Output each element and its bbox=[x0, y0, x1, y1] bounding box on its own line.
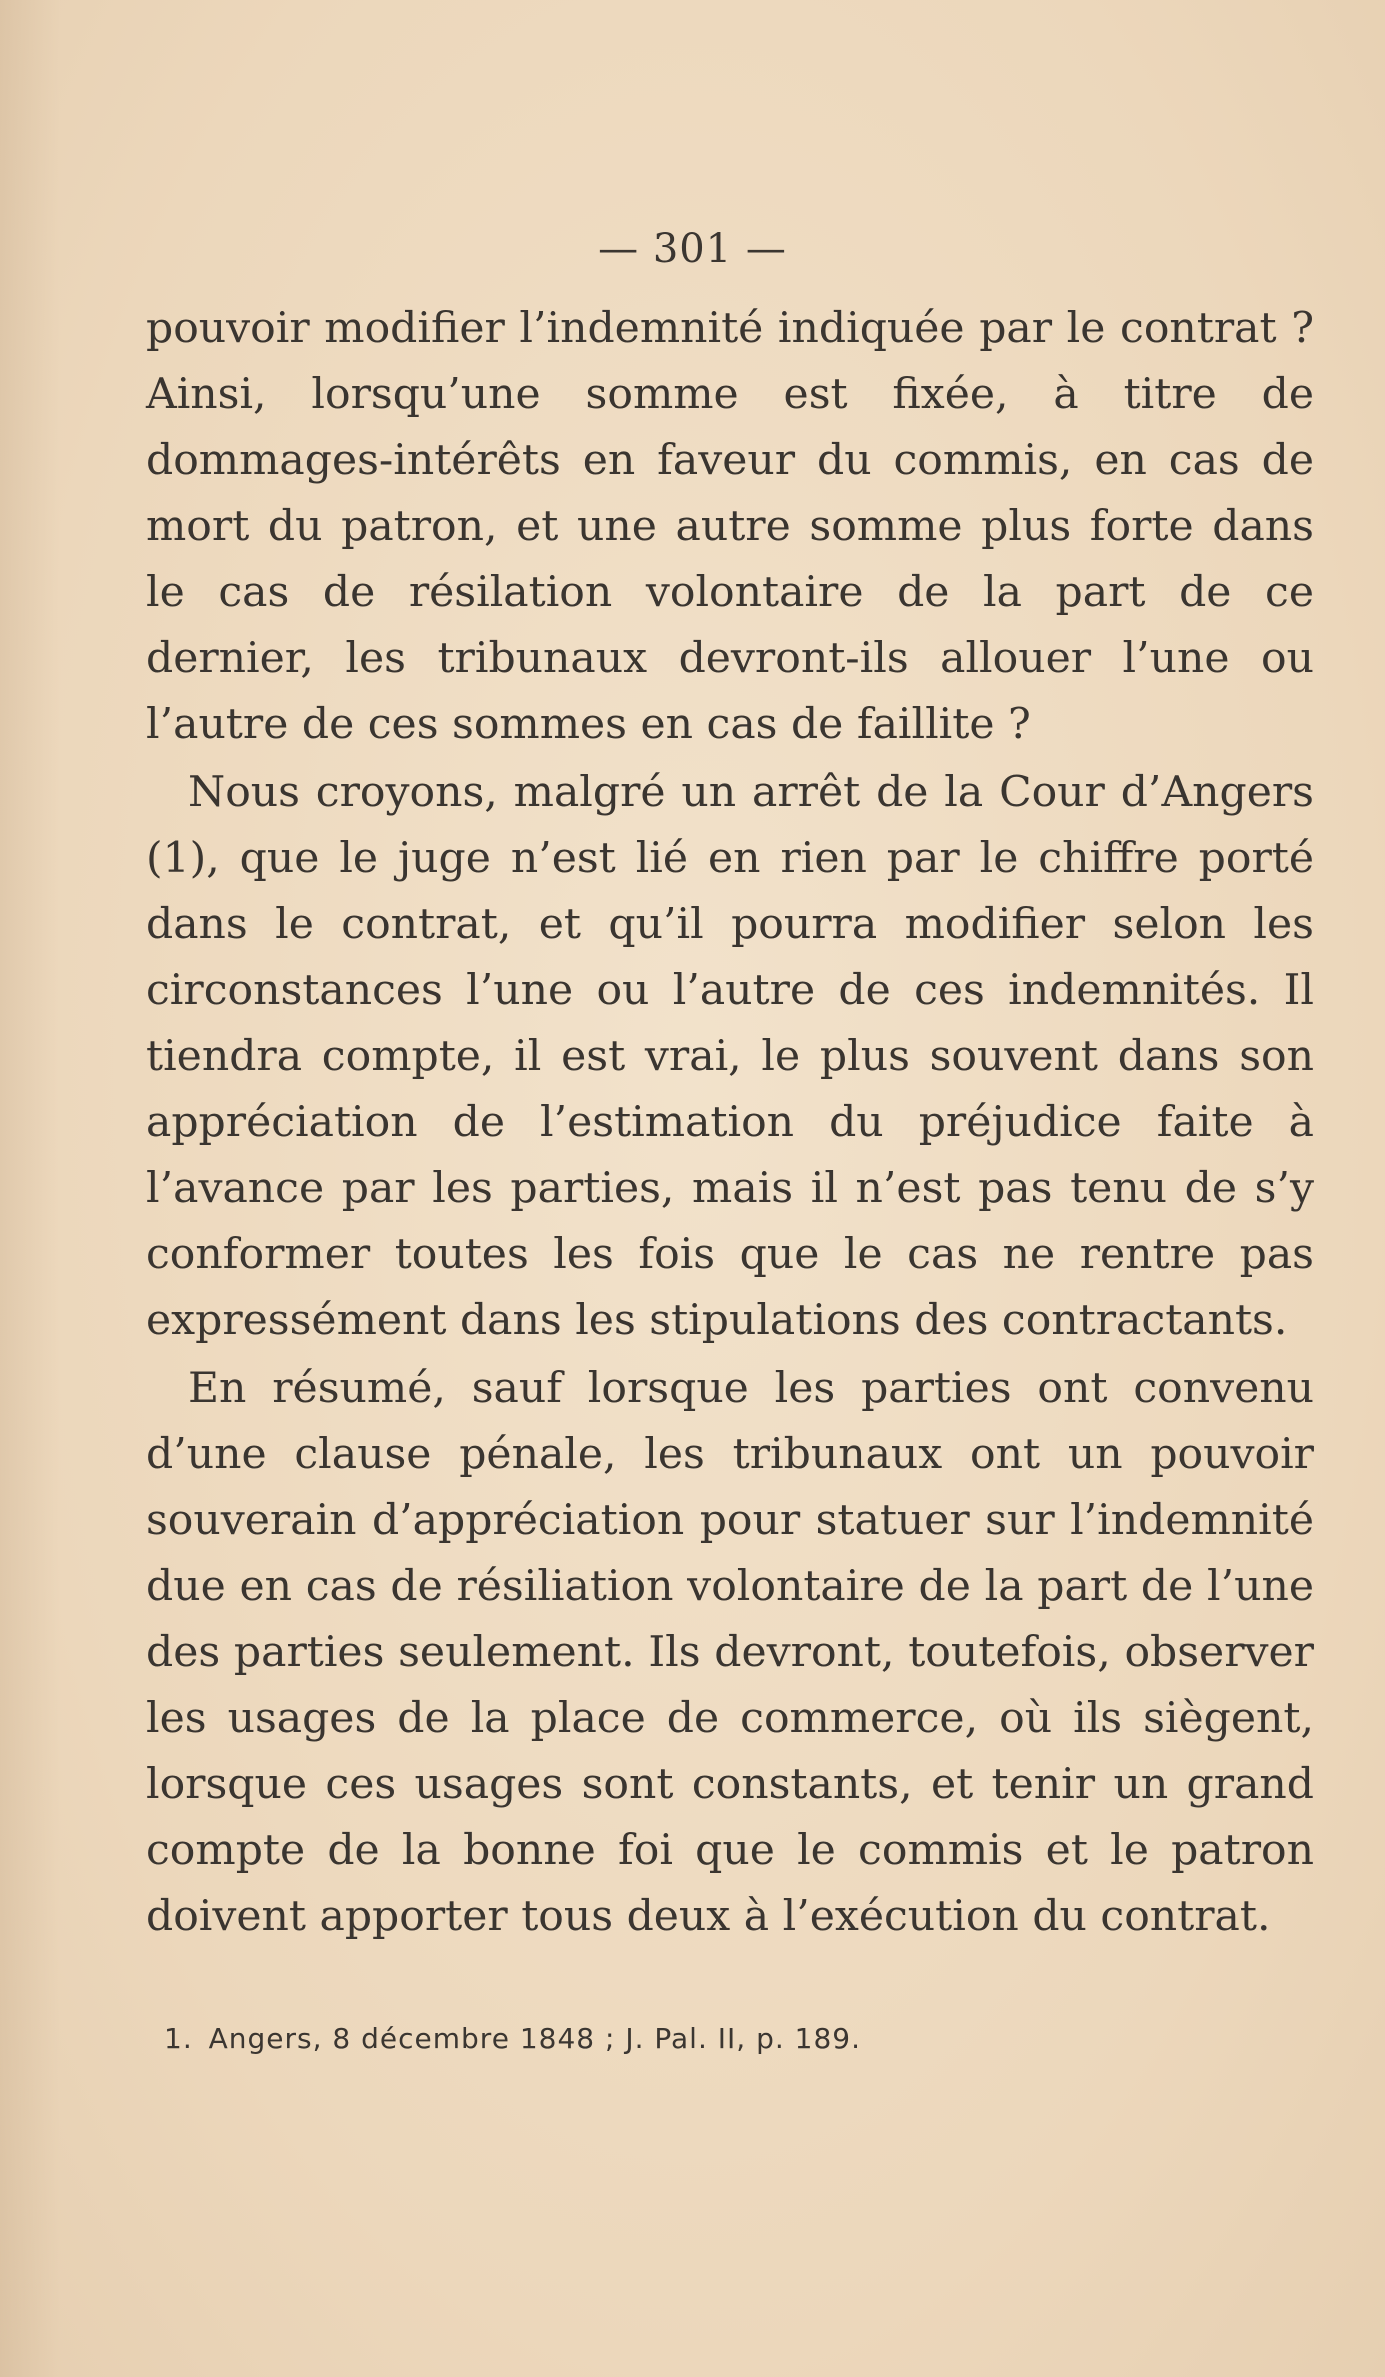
page-number: — 301 — bbox=[598, 226, 787, 272]
paragraph-2: Nous croyons, malgré un arrêt de la Cour d’Angers (1), que le juge n’est lié en rien par le chiffre porté dans le contrat, et qu’il pourra modifier selon les circonstances l’une ou l’autre de ces indemnités. Il tiendra compte, il est vrai, le plus souvent dans son appréciation de l’estimation du préjudice faite à l’avance par les parties, mais il n’est pas tenu de s’y conformer toutes les fois que le cas ne rentre pas expressément dans les stipulations des contractants. bbox=[146, 768, 1314, 1345]
paragraph-1: pouvoir modifier l’indemnité indiquée par le contrat ? Ainsi, lorsqu’une somme est fixée, à titre de dommages-intérêts en faveur du commis, en cas de mort du patron, et une autre somme plus forte dans le cas de résilation volontaire de la part de ce dernier, les tribunaux devront-ils allouer l’une ou l’autre de ces sommes en cas de faillite ? bbox=[146, 304, 1314, 749]
body-text bbox=[146, 296, 1314, 1950]
paragraph-3: En résumé, sauf lorsque les parties ont convenu d’une clause pénale, les tribunaux ont un pouvoir souverain d’appréciation pour statuer sur l’indemnité due en cas de résiliation volontaire de la part de l’une des parties seulement. Ils devront, toutefois, observer les usages de la place de commerce, où ils siègent, lorsque ces usages sont constants, et tenir un grand compte de la bonne foi que le commis et le patron doivent apporter tous deux à l’exécution du contrat. bbox=[146, 1364, 1314, 1941]
footnote bbox=[164, 2022, 861, 2055]
footnote-ref: 1. bbox=[164, 2022, 193, 2055]
footnote-text: Angers, 8 décembre 1848 ; J. Pal. II, p. 189. bbox=[208, 2022, 861, 2055]
